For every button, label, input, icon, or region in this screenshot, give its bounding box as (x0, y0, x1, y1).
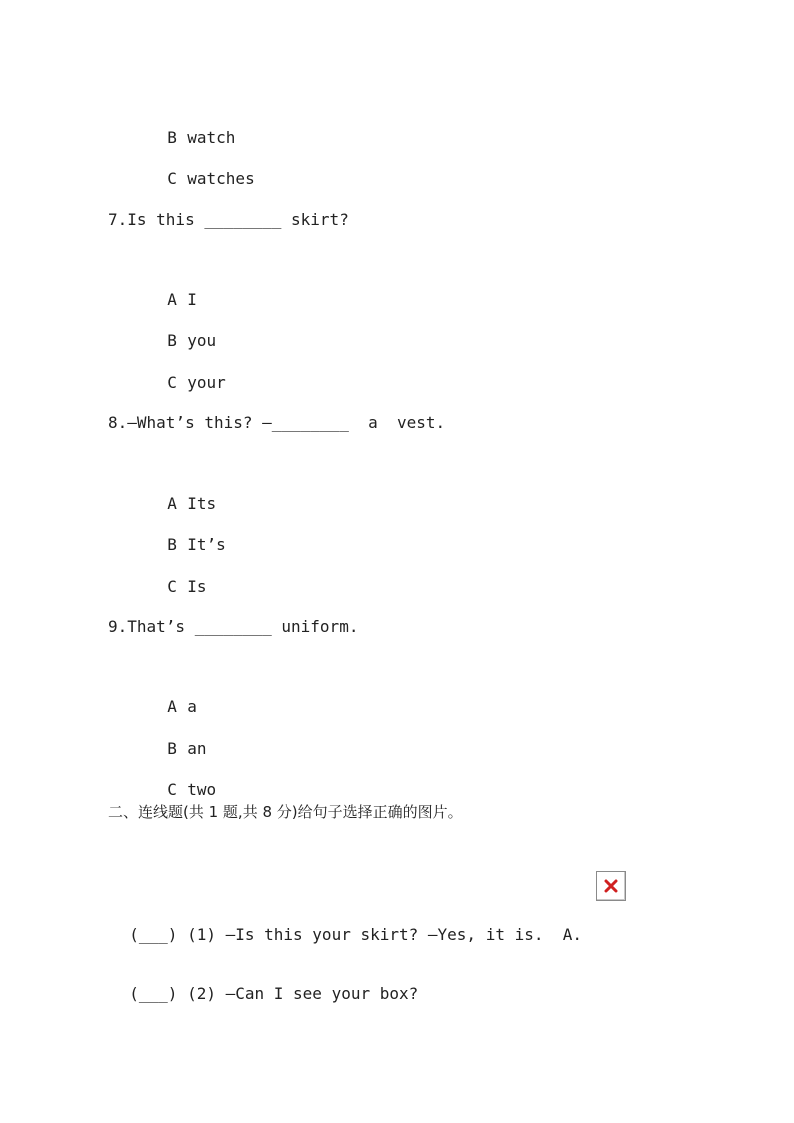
option-text: you (187, 331, 217, 350)
option-letter: A (167, 494, 177, 513)
option-letter: A (167, 290, 177, 309)
answer-blank[interactable]: (___) (129, 925, 178, 944)
q9-stem: 9.That’s ________ uniform. (108, 617, 359, 636)
option-text: I (187, 290, 197, 309)
q7-option-c (148, 353, 226, 393)
broken-image-icon (596, 871, 626, 901)
matching-item-1 (110, 905, 582, 945)
item-text: (1) —Is this your skirt? —Yes, it is. A. (177, 925, 583, 944)
option-letter: A (167, 697, 177, 716)
option-text: watch (187, 128, 236, 147)
option-text: an (187, 739, 207, 758)
close-icon (603, 878, 619, 894)
option-letter: B (167, 331, 177, 350)
option-text: a (187, 697, 197, 716)
answer-blank[interactable]: (___) (129, 984, 178, 1003)
q7-stem: 7.Is this ________ skirt? (108, 210, 349, 229)
option-text: It’s (187, 535, 226, 554)
q7-option-a (148, 270, 197, 310)
q6-option-c (148, 149, 255, 189)
q6-option-b (148, 108, 235, 148)
q9-option-a (148, 677, 197, 717)
option-text: two (187, 780, 217, 799)
option-text: watches (187, 169, 255, 188)
q8-option-c (148, 557, 207, 597)
q7-option-b (148, 311, 216, 351)
option-letter: B (167, 535, 177, 554)
q8-option-b (148, 515, 226, 555)
q9-option-b (148, 719, 207, 759)
option-letter: C (167, 577, 177, 596)
option-text: Is (187, 577, 207, 596)
section2-heading: 二、连线题(共 1 题,共 8 分)给句子选择正确的图片。 (108, 803, 463, 821)
q8-stem: 8.—What’s this? —________ a vest. (108, 413, 446, 432)
option-letter: C (167, 780, 177, 799)
option-letter: C (167, 373, 177, 392)
option-letter: B (167, 128, 177, 147)
q9-option-c (148, 760, 216, 800)
option-text: Its (187, 494, 217, 513)
q8-option-a (148, 474, 216, 514)
option-letter: C (167, 169, 177, 188)
option-letter: B (167, 739, 177, 758)
option-text: your (187, 373, 226, 392)
item-text: (2) —Can I see your box? (177, 984, 419, 1003)
matching-item-2 (110, 964, 418, 1004)
